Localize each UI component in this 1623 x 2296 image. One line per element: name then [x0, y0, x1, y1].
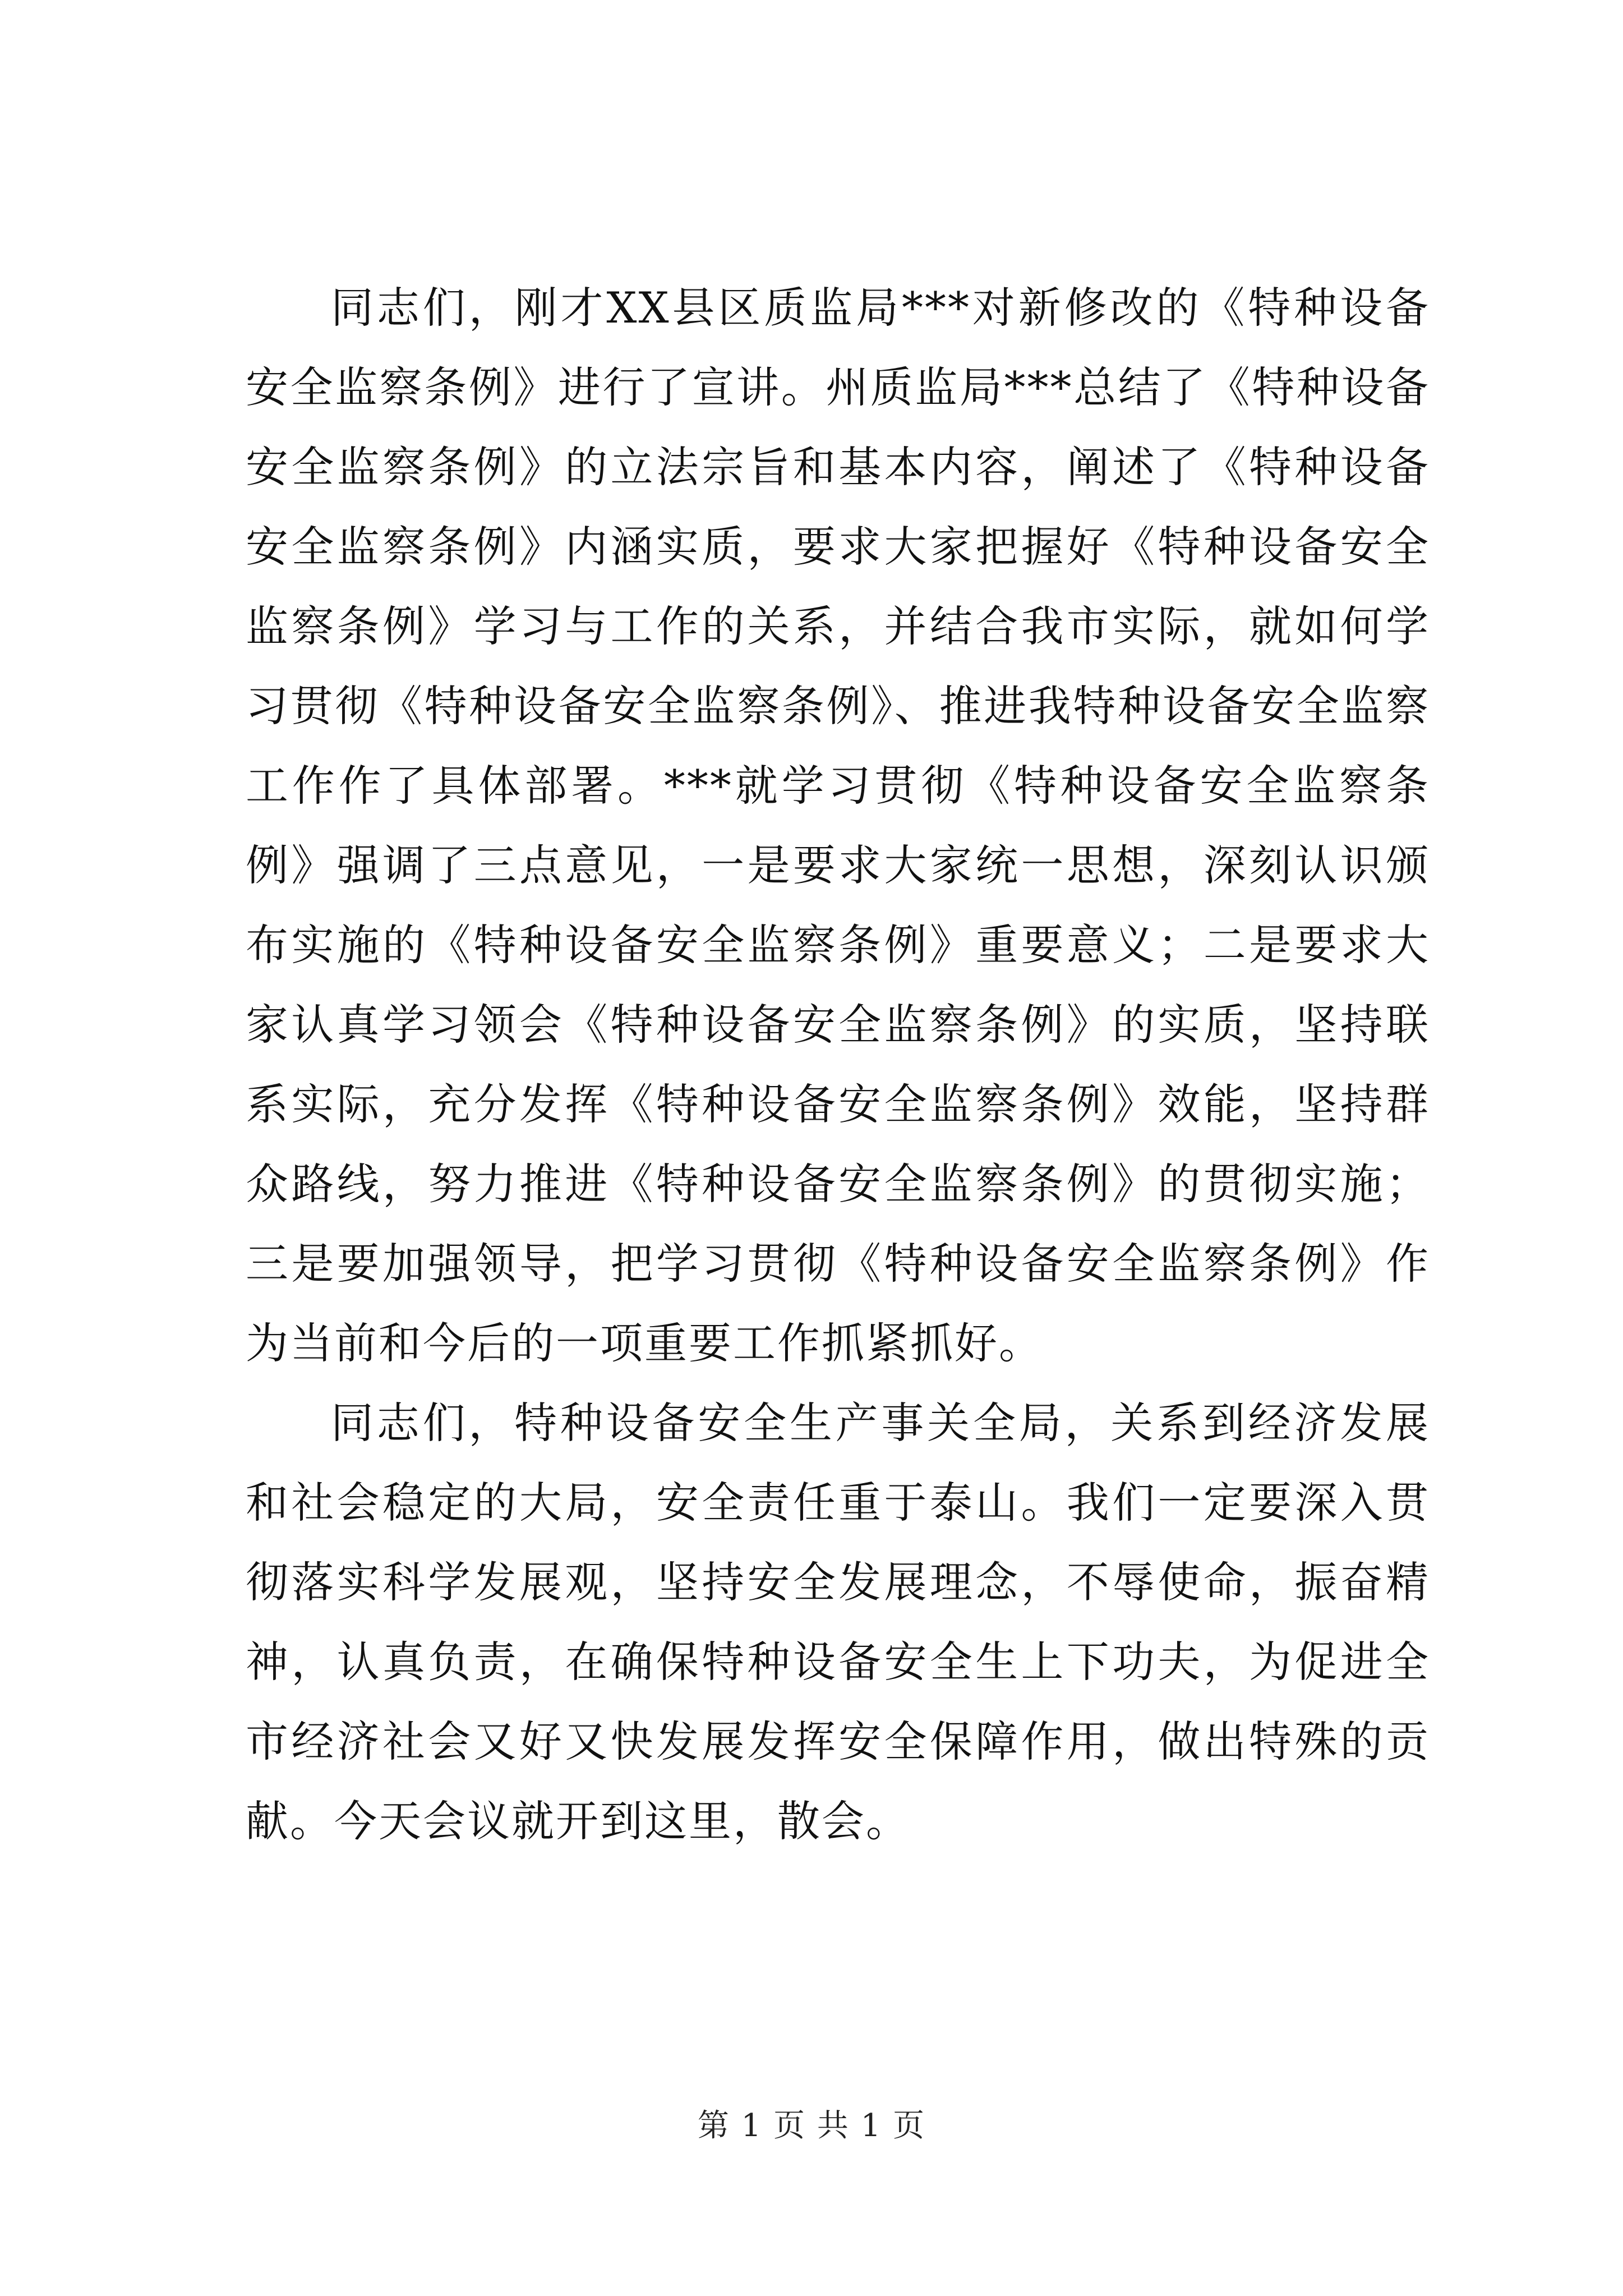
paragraph-1: 同志们，刚才XX县区质监局***对新修改的《特种设备安全监察条例》进行了宣讲。州质监局***总结了《特种设备安全监察条例》的立法宗旨和基本内容，阐述了《特种设备安全监察条例》内涵实质，要求大家把握好《特种设备安全监察条例》学习与工作的关系，并结合我市实际，就如何学习贯彻《特种设备安全监察条例》、推进我特种设备安全监察工作作了具体部署。***就学习贯彻《特种设备安全监察条例》强调了三点意见，一是要求大家统一思想，深刻认识颁布实施的《特种设备安全监察条例》重要意义；二是要求大家认真学习领会《特种设备安全监察条例》的实质，坚持联系实际，充分发挥《特种设备安全监察条例》效能，坚持群众路线，努力推进《特种设备安全监察条例》的贯彻实施；三是要加强领导，把学习贯彻《特种设备安全监察条例》作为当前和今后的一项重要工作抓紧抓好。	[246, 283, 1430, 1368]
paragraph-2: 同志们，特种设备安全生产事关全局，关系到经济发展和社会稳定的大局，安全责任重于泰山。我们一定要深入贯彻落实科学发展观，坚持安全发展理念，不辱使命，振奋精神，认真负责，在确保特种设备安全生上下功夫，为促进全市经济社会又好又快发展发挥安全保障作用，做出特殊的贡献。今天会议就开到这里，散会。	[246, 1398, 1430, 1846]
page-number-footer: 第 1 页 共 1 页	[697, 2108, 926, 2144]
document-body	[246, 268, 1430, 1861]
